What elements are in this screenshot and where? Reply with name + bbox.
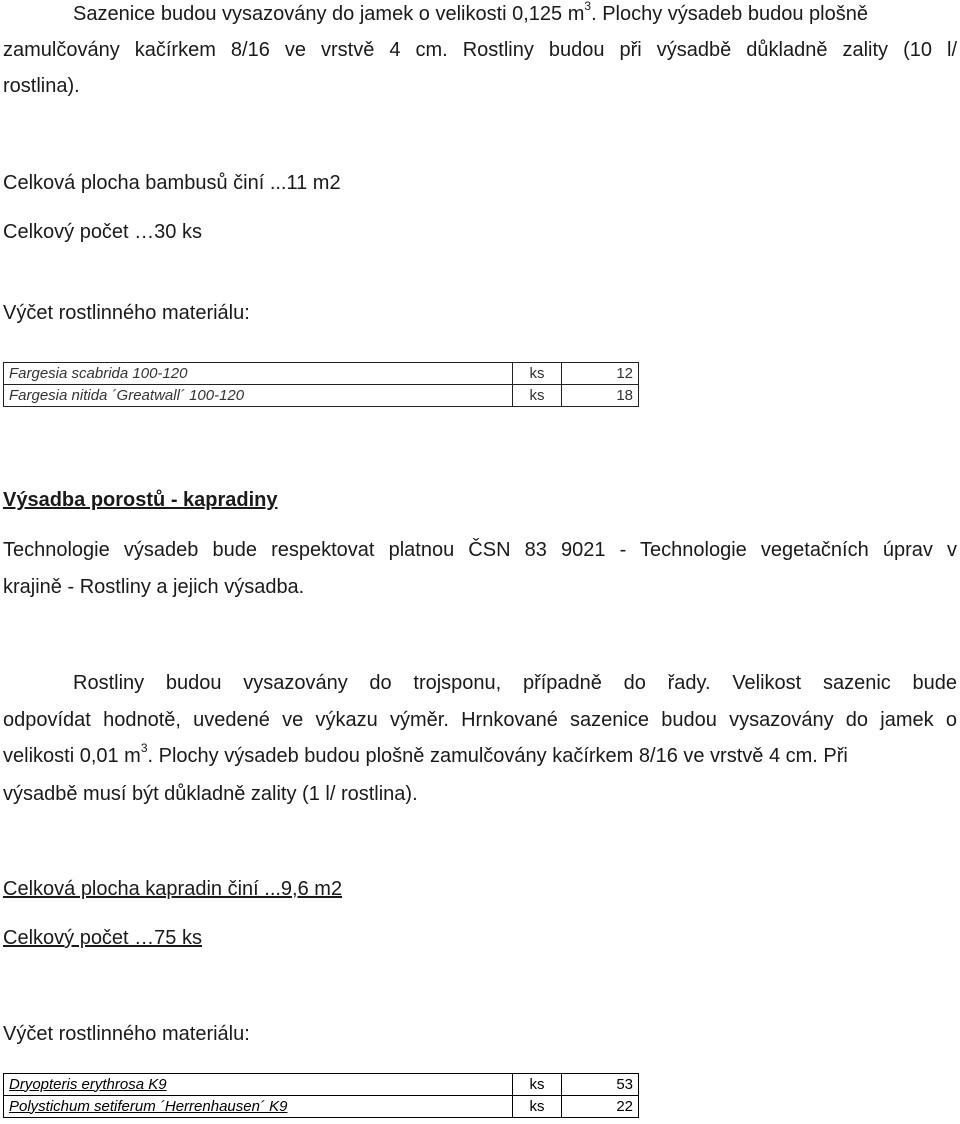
- bamboo-paragraph-line-3: rostlina).: [3, 75, 80, 97]
- plant-name: Polystichum setiferum ´Herrenhausen´ K9: [4, 1096, 513, 1118]
- ferns-para-line-3: [3, 741, 957, 768]
- table-row: [4, 363, 639, 385]
- text-run: . Plochy výsadeb budou plošně zamulčovány kačírkem 8/16 ve vrstvě 4 cm. Při: [147, 745, 848, 767]
- plant-unit: ks: [513, 363, 562, 385]
- plant-name: Fargesia nitida ´Greatwall´ 100-120: [4, 385, 513, 407]
- ferns-tech-line-1: Technologie výsadeb bude respektovat platnou ČSN 83 9021 - Technologie vegetačních úprav v: [3, 539, 957, 561]
- bamboo-material-heading: Výčet rostlinného materiálu:: [3, 302, 250, 324]
- bamboo-material-table: [3, 362, 639, 407]
- ferns-total-area: Celková plocha kapradin činí ...9,6 m2: [3, 878, 343, 900]
- plant-qty: 53: [562, 1074, 639, 1096]
- text-run: velikosti 0,01 m: [3, 745, 141, 767]
- bamboo-paragraph-line-1: [73, 2, 868, 26]
- table-row: [4, 1074, 639, 1096]
- plant-unit: ks: [513, 1096, 562, 1118]
- ferns-material-heading: Výčet rostlinného materiálu:: [3, 1023, 250, 1045]
- plant-qty: 12: [562, 363, 639, 385]
- plant-qty: 22: [562, 1096, 639, 1118]
- ferns-para-line-2: odpovídat hodnotě, uvedené ve výkazu výměr. Hrnkované sazenice budou vysazovány do jamek o: [3, 709, 957, 731]
- plant-qty: 18: [562, 385, 639, 407]
- superscript: 3: [140, 741, 148, 756]
- ferns-heading: Výsadba porostů - kapradiny: [3, 489, 278, 511]
- plant-unit: ks: [513, 385, 562, 407]
- ferns-para-line-1: Rostliny budou vysazovány do trojsponu, případně do řady. Velikost sazenic bude: [73, 672, 957, 694]
- superscript: 3: [584, 0, 592, 14]
- bamboo-paragraph-line-2: zamulčovány kačírkem 8/16 ve vrstvě 4 cm. Rostliny budou při výsadbě důkladně zality (10 l/: [3, 39, 957, 61]
- text-run: . Plochy výsadeb budou plošně: [591, 3, 868, 25]
- ferns-tech-line-2: krajině - Rostliny a jejich výsadba.: [3, 576, 305, 598]
- table-row: [4, 385, 639, 407]
- ferns-total-count: Celkový počet …75 ks: [3, 927, 202, 949]
- ferns-para-line-4: výsadbě musí být důkladně zality (1 l/ rostlina).: [3, 783, 418, 805]
- ferns-material-table: [3, 1073, 639, 1118]
- bamboo-total-area: Celková plocha bambusů činí ...11 m2: [3, 172, 341, 194]
- plant-name: Dryopteris erythrosa K9: [4, 1074, 513, 1096]
- plant-name: Fargesia scabrida 100-120: [4, 363, 513, 385]
- text-run: Sazenice budou vysazovány do jamek o velikosti 0,125 m: [73, 3, 585, 25]
- table-row: [4, 1096, 639, 1118]
- bamboo-total-count: Celkový počet …30 ks: [3, 221, 202, 243]
- plant-unit: ks: [513, 1074, 562, 1096]
